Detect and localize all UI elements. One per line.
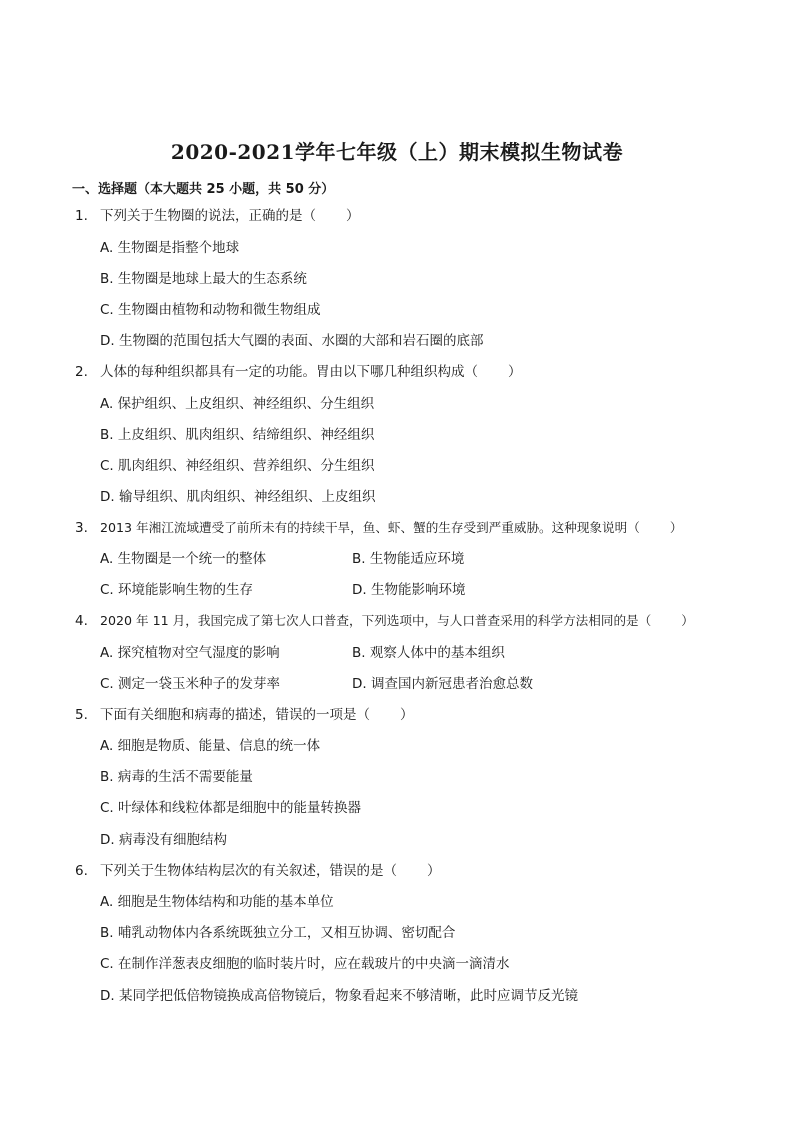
question-number: 3. xyxy=(75,520,88,536)
question-stem: 2020 年 11 月，我国完成了第七次人口普查，下列选项中，与人口普查采用的科学方法相同的是（ ） xyxy=(100,613,694,628)
question-number: 5. xyxy=(75,707,88,723)
question-stem: 2013 年湘江流域遭受了前所未有的持续干旱，鱼、虾、蟹的生存受到严重威胁。这种现象说明（ ） xyxy=(100,520,683,535)
section-heading: 一、选择题（本大题共 25 小题，共 50 分） xyxy=(72,182,335,197)
question-stem: 下列关于生物体结构层次的有关叙述，错误的是（ ） xyxy=(100,863,441,879)
exam-title: 2020-2021学年七年级（上）期末模拟生物试卷 xyxy=(170,140,624,164)
question-stem: 下列关于生物圈的说法，正确的是（ ） xyxy=(100,208,360,224)
question-number: 6. xyxy=(75,863,88,879)
question-number: 4. xyxy=(75,613,88,629)
question-stem: 人体的每种组织都具有一定的功能。胃由以下哪几种组织构成（ ） xyxy=(100,364,522,380)
question-number: 2. xyxy=(75,364,88,380)
exam-page: 2020-2021学年七年级（上）期末模拟生物试卷 一、选择题（本大题共 25 小题，共 50 分） 1. 下列关于生物圈的说法，正确的是（ ） A. 生物圈是指整个地球 B. 生物圈是地球上最大的生态系统 C. 生物圈由植物和动物和微生物组成 D. 生物圈的范围包括大气圈的表面、水圈的大部和岩石圈的底部 2. 人体的每种组织都具有一定的功能。胃由以下哪几种组织构成（ ） A. 保护组织、上皮组织、神经组织、分生组织 B. 上皮组织、肌肉组织、结缔组织、神经组织 C. 肌肉组织、神经组织、营养组织、分生组织 D. 输导组织、肌肉组织、神经组织、上皮组织 3. 2013 年湘江流域遭受了前所未有的持续干旱，鱼、虾、蟹的生存受到严重威胁。这种现象说明（ ） A. 生物圈是一个统一的整体 B. 生物能适应环境 C. 环境能影响生物的生存 D. 生物能影响环境 4. 2020 年 11 月，我国完成了第七次人口普查，下列选项中，与人口普查采用的科学方法相同的是（ ） A. 探究植物对空气湿度的影响 B. 观察人体中的基本组织 C. 测定一袋玉米种子的发芽率 D. 调查国内新冠患者治愈总数 5. 下面有关细胞和病毒的描述，错误的一项是（ ） A. 细胞是物质、能量、信息的统一体 B. 病毒的生活不需要能量 C. 叶绿体和线粒体都是细胞中的能量转换器 D. 病毒没有细胞结构 6. 下列关于生物体结构层次的有关叙述，错误的是（ ） A. 细胞是生物体结构和功能的基本单位 B. 哺乳动物体内各系统既独立分工，又相互协调、密切配合 C. 在制作洋葱表皮细胞的临时装片时，应在载玻片的中央滴一滴清水 D. 某同学把低倍物镜换成高倍物镜后，物象看起来不够清晰，此时应调节反光镜 xyxy=(0,0,794,1123)
question-number: 1. xyxy=(75,208,88,224)
question-stem: 下面有关细胞和病毒的描述，错误的一项是（ ） xyxy=(100,707,414,723)
